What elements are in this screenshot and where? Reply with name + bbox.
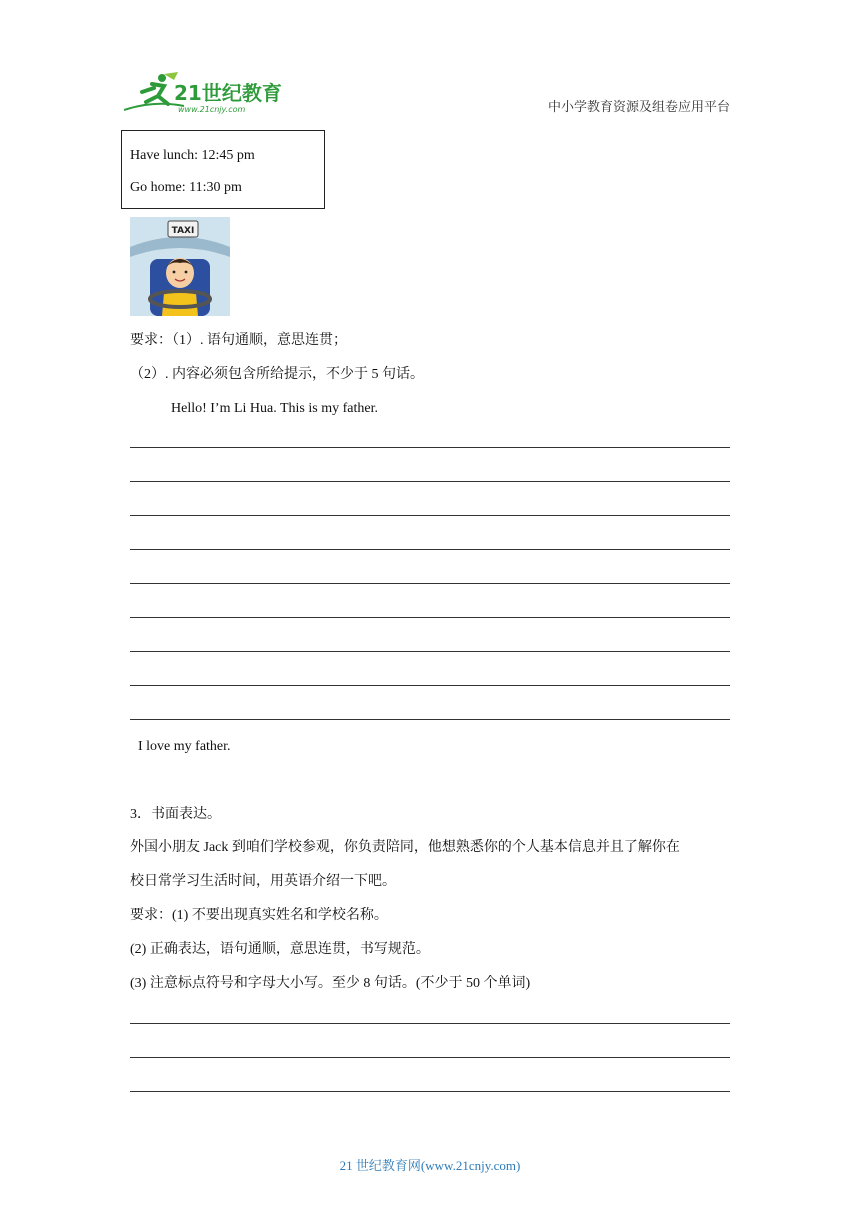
schedule-home: Go home: 11:30 pm [130,180,242,195]
writing-line[interactable] [130,549,730,550]
writing-line[interactable] [130,447,730,448]
writing-line[interactable] [130,685,730,686]
schedule-box [121,130,325,209]
writing-line[interactable] [130,1057,730,1058]
platform-tagline: 中小学教育资源及组卷应用平台 [547,99,730,114]
q2-closing-sentence: I love my father. [138,739,231,754]
writing-line[interactable] [130,719,730,720]
logo-url: www.21cnjy.com [178,105,246,114]
q2-requirement-1: 要求：（1）. 语句通顺，意思连贯； [130,333,347,348]
q3-prompt-line-2: 校日常学习生活时间，用英语介绍一下吧。 [130,874,396,889]
taxi-driver-image [130,217,230,316]
writing-line[interactable] [130,583,730,584]
writing-line[interactable] [130,481,730,482]
site-logo [124,70,294,116]
q2-opening-sentence: Hello! I’m Li Hua. This is my father. [171,401,378,416]
runner-logo-icon [124,70,294,116]
writing-line[interactable] [130,1023,730,1024]
q3-requirement-2: (2) 正确表达，语句通顺，意思连贯，书写规范。 [130,942,430,957]
q3-prompt-line-1: 外国小朋友 Jack 到咱们学校参观，你负责陪同，他想熟悉你的个人基本信息并且了解你在 [130,840,680,855]
writing-line[interactable] [130,617,730,618]
q3-title: 3．书面表达。 [130,807,221,822]
q3-requirement-3: (3) 注意标点符号和字母大小写。至少 8 句话。(不少于 50 个单词) [130,976,531,991]
writing-line[interactable] [130,651,730,652]
footer-link[interactable]: 21 世纪教育网(www.21cnjy.com) [339,1158,521,1173]
taxi-driver-icon [130,217,230,316]
writing-line[interactable] [130,1091,730,1092]
logo-title: 21世纪教育 [174,81,282,105]
q3-requirement-1: 要求：(1) 不要出现真实姓名和学校名称。 [130,908,388,923]
schedule-lunch: Have lunch: 12:45 pm [130,148,255,163]
writing-line[interactable] [130,515,730,516]
taxi-sign-text: TAXI [171,226,195,236]
q2-requirement-2: （2）. 内容必须包含所给提示，不少于 5 句话。 [130,367,424,382]
